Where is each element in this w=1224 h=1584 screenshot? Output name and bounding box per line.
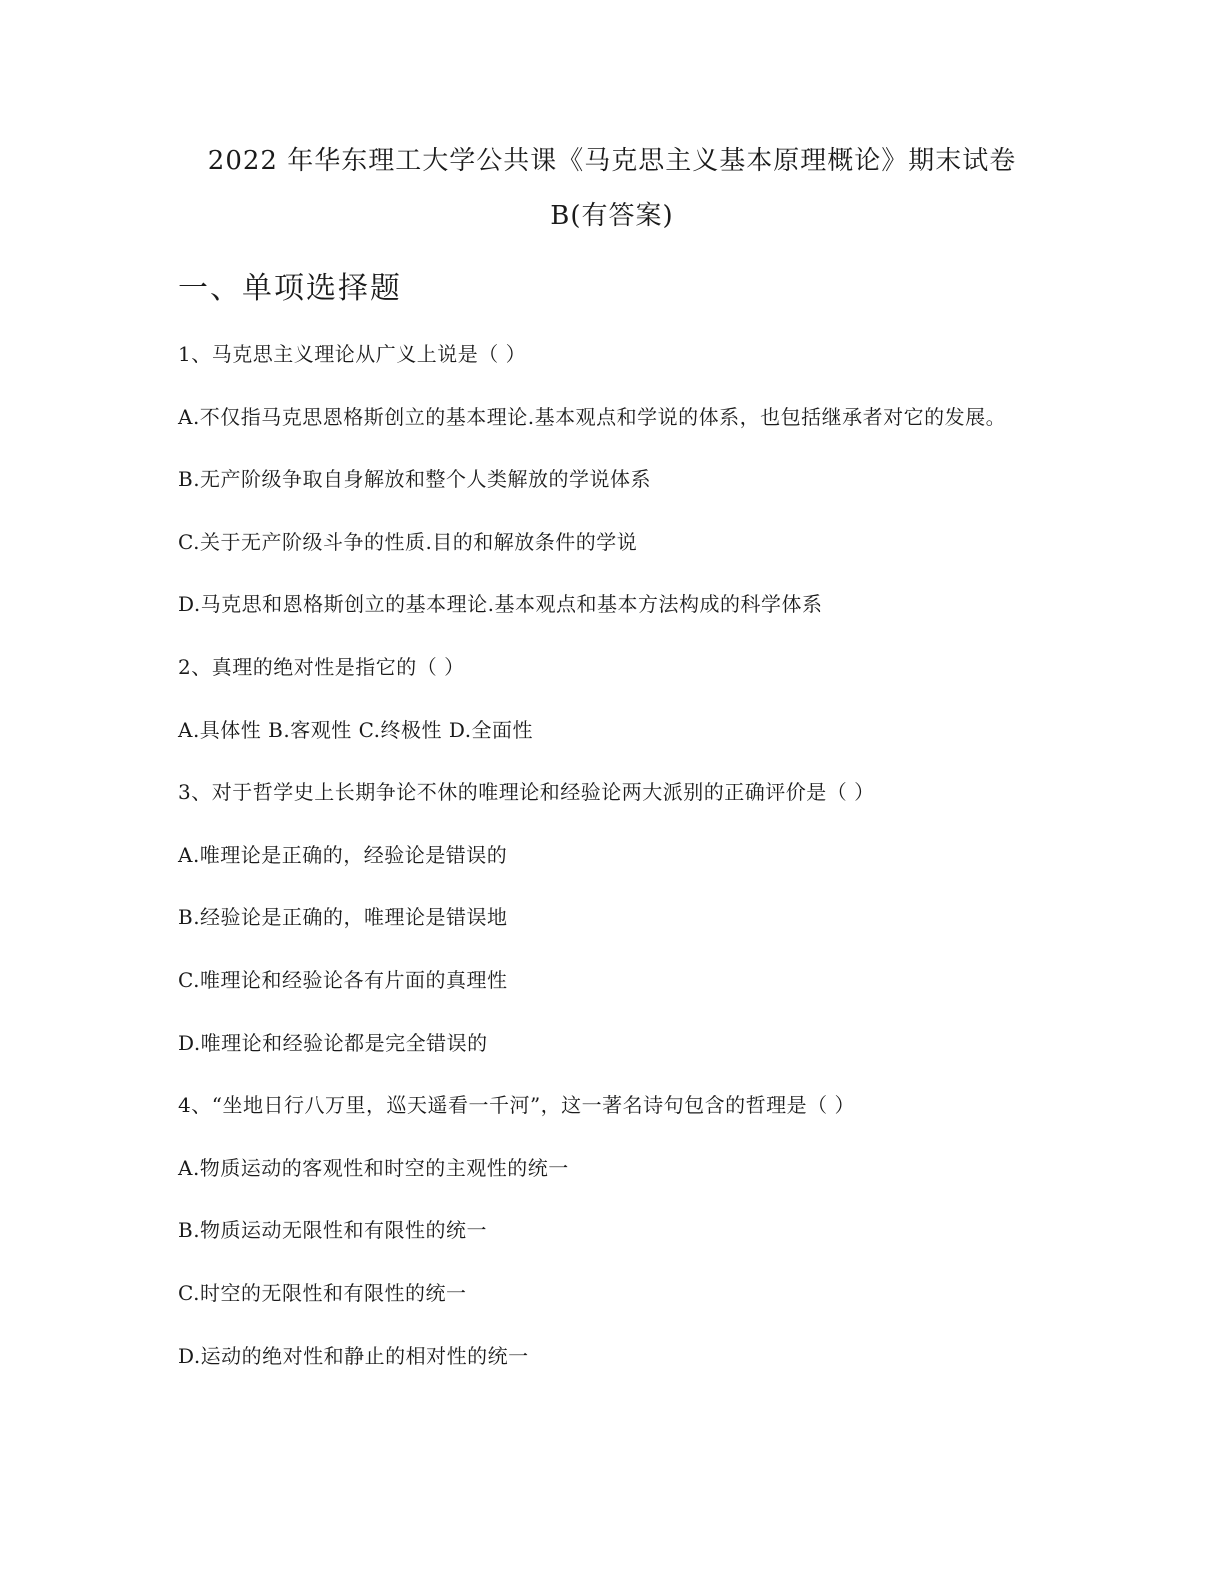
question-3-option-b: B.经验论是正确的，唯理论是错误地: [178, 905, 508, 930]
question-4-option-b: B.物质运动无限性和有限性的统一: [178, 1218, 488, 1243]
question-3-option-c: C.唯理论和经验论各有片面的真理性: [178, 967, 508, 992]
question-3-option-d: D.唯理论和经验论都是完全错误的: [178, 1030, 488, 1055]
question-1-option-a: A.不仅指马克思恩格斯创立的基本理论.基本观点和学说的体系，也包括继承者对它的发展。: [178, 404, 1007, 429]
question-3-option-a: A.唯理论是正确的，经验论是错误的: [178, 842, 508, 867]
question-list: [178, 342, 1178, 1406]
question-1-option-b: B.无产阶级争取自身解放和整个人类解放的学说体系: [178, 467, 652, 492]
question-4-option-a: A.物质运动的客观性和时空的主观性的统一: [178, 1155, 569, 1180]
document-title-line-2: B(有答案): [550, 201, 674, 231]
question-2-options: A.具体性 B.客观性 C.终极性 D.全面性: [178, 717, 534, 742]
question-4-option-c: C.时空的无限性和有限性的统一: [178, 1280, 467, 1305]
question-1-stem: 1、马克思主义理论从广义上说是（ ）: [178, 342, 527, 366]
section-heading: 一、单项选择题: [178, 271, 402, 306]
question-2-stem: 2、真理的绝对性是指它的（ ）: [178, 654, 465, 679]
question-1-option-d: D.马克思和恩格斯创立的基本理论.基本观点和基本方法构成的科学体系: [178, 592, 823, 617]
question-4-stem: 4、“坐地日行八万里，巡天遥看一千河”，这一著名诗句包含的哲理是（ ）: [178, 1093, 856, 1118]
document-title-line-1: 2022 年华东理工大学公共课《马克思主义基本原理概论》期末试卷: [207, 146, 1017, 176]
question-1-option-c: C.关于无产阶级斗争的性质.目的和解放条件的学说: [178, 529, 638, 554]
question-4-option-d: D.运动的绝对性和静止的相对性的统一: [178, 1343, 529, 1368]
question-3-stem: 3、对于哲学史上长期争论不休的唯理论和经验论两大派别的正确评价是（ ）: [178, 780, 875, 805]
